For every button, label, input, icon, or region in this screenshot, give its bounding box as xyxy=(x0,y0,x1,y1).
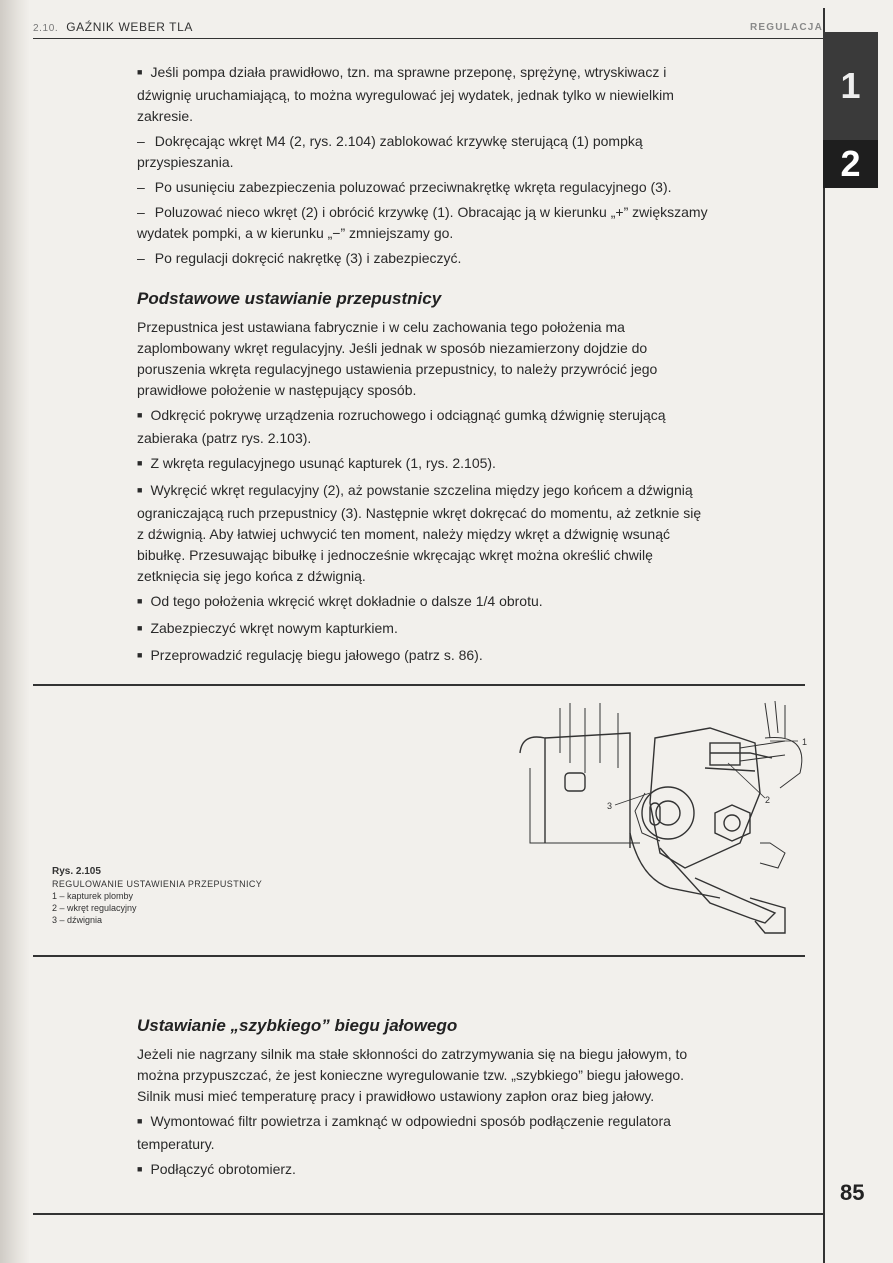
step-item: – Dokręcając wkręt M4 (2, rys. 2.104) zablokować krzywkę sterującą (1) pompką przyspieszania. xyxy=(137,131,712,173)
figure-title: Rys. 2.105 xyxy=(52,866,101,877)
pump-adjustment-block xyxy=(137,62,712,273)
figure-top-rule xyxy=(33,684,805,686)
page-number: 85 xyxy=(840,1180,865,1205)
fast-idle-block xyxy=(137,1015,712,1186)
legend-item: 1 – kapturek plomby xyxy=(52,891,134,901)
step-item: ■ Odkręcić pokrywę urządzenia rozruchowego i odciągnąć gumką dźwignię sterującą zabieraka (patrz rys. 2.103). xyxy=(137,405,712,449)
step-item: ■ Od tego położenia wkręcić wkręt dokładnie o dalsze 1/4 obrotu. xyxy=(137,591,712,614)
page-binding-shadow xyxy=(0,0,30,1263)
step-item: ■ Wykręcić wkręt regulacyjny (2), aż powstanie szczelina między jego końcem a dźwignią ograniczającą ruch przepustnicy (3). Następnie wkręt dokręcać do momentu, aż zetknie się z dźwignią. Aby łatwiej uchwycić ten moment, należy między wkręt a dźwignię wsunąć bibułkę. Przesuwając bibułkę i jednocześnie wkręcając wkręt można określić chwilę zetknięcia się jego końca z dźwignią. xyxy=(137,480,712,587)
figure-throttle-adjustment xyxy=(510,693,810,938)
section-heading: Ustawianie „szybkiego” biegu jałowego xyxy=(137,1016,458,1035)
step-item: ■ Wymontować filtr powietrza i zamknąć w odpowiedni sposób podłączenie regulatora temperatury. xyxy=(137,1111,712,1155)
section-heading: Podstawowe ustawianie przepustnicy xyxy=(137,289,442,308)
chapter-tab-2: 2 xyxy=(823,140,878,188)
step-item: – Poluzować nieco wkręt (2) i obrócić krzywkę (1). Obracając ją w kierunku „+” zwiększamy wydatek pompki, a w kierunku „−” zmniejszamy go. xyxy=(137,202,712,244)
throttle-setting-block xyxy=(137,288,712,672)
running-header xyxy=(33,18,823,39)
page-bottom-rule xyxy=(33,1213,823,1215)
paragraph: Jeżeli nie nagrzany silnik ma stałe skłonności do zatrzymywania się na biegu jałowym, to można przypuszczać, że jest konieczne wyregulowanie tzw. „szybkiego” biegu jałowego. Silnik musi mieć temperaturę pracy i prawidłowo ustawiony zapłon oraz bieg jałowy. xyxy=(137,1046,688,1104)
legend-item: 2 – wkręt regulacyjny xyxy=(52,903,137,913)
header-title: 2.10. GAŹNIK WEBER TLA xyxy=(33,20,193,34)
figure-label-3: 3 xyxy=(607,801,613,811)
figure-bottom-rule xyxy=(33,955,805,957)
figure-caption xyxy=(52,866,352,926)
figure-label-2: 2 xyxy=(765,795,771,805)
figure-label-1: 1 xyxy=(802,737,808,747)
step-item: ■ Z wkręta regulacyjnego usunąć kapturek (1, rys. 2.105). xyxy=(137,453,712,476)
step-item: – Po regulacji dokręcić nakrętkę (3) i zabezpieczyć. xyxy=(137,248,712,269)
step-item: ■ Podłączyć obrotomierz. xyxy=(137,1159,712,1182)
figure-subtitle: REGULOWANIE USTAWIENIA PRZEPUSTNICY xyxy=(52,879,263,889)
step-item: ■ Przeprowadzić regulację biegu jałowego (patrz s. 86). xyxy=(137,645,712,668)
step-item: ■ Zabezpieczyć wkręt nowym kapturkiem. xyxy=(137,618,712,641)
chapter-tab-1: 1 xyxy=(823,32,878,140)
legend-item: 3 – dźwignia xyxy=(52,915,103,925)
step-item: – Po usunięciu zabezpieczenia poluzować przeciwnakrętkę wkręta regulacyjnego (3). xyxy=(137,177,712,198)
header-section-label: REGULACJA xyxy=(749,22,823,33)
paragraph: ■ Jeśli pompa działa prawidłowo, tzn. ma sprawne przeponę, sprężynę, wtryskiwacz i dźwignię uruchamiającą, to można wyregulować jej wydatek, jednak tylko w niewielkim zakresie. xyxy=(137,62,712,127)
margin-rule xyxy=(823,8,825,1263)
paragraph: Przepustnica jest ustawiana fabrycznie i w celu zachowania tego położenia ma zaplombowany wkręt regulacyjny. Jeśli jednak w sposób niezamierzony dojdzie do poruszenia wkręta regulacyjnego ustawienia przepustnicy, to należy przywrócić jego prawidłowe położenie w następujący sposób. xyxy=(137,319,658,398)
